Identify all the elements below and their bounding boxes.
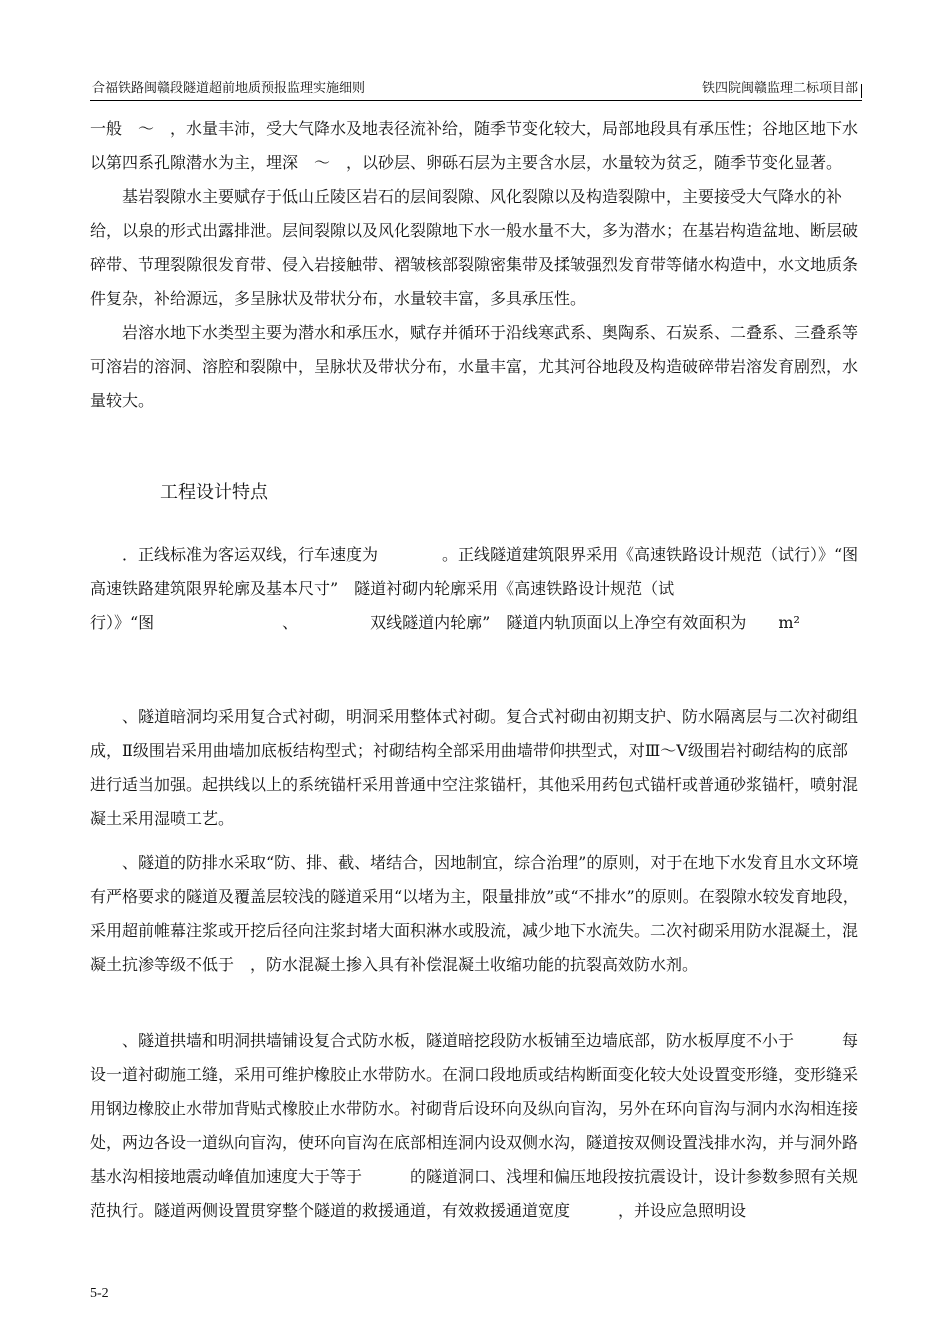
page-number: 5-2 [90,1286,109,1301]
design-item-1-text: ．正线标准为客运双线，行车速度为 。正线隧道建筑限界采用《高速铁路设计规范（试行）》“图 高速铁路建筑限界轮廓及基本尺寸” 隧道衬砌内轮廓采用《高速铁路设计规范（试行）》“图 、 双线隧道内轮廓” 隧道内轨顶面以上净空有效面积为 m² [90,545,923,632]
page-header [90,80,862,101]
header-document-title: 合福铁路闽赣段隧道超前地质预报监理实施细则 [92,81,366,96]
paragraph-karst-water: 岩溶水地下水类型主要为潜水和承压水，赋存并循环于沿线寒武系、奥陶系、石炭系、二叠系、三叠系等可溶岩的溶洞、溶腔和裂隙中，呈脉状及带状分布，水量丰富，尤其河谷地段及构造破碎带岩溶发育剧烈，水量较大。 [90,323,859,410]
paragraph-fissure-water: 基岩裂隙水主要赋存于低山丘陵区岩石的层间裂隙、风化裂隙以及构造裂隙中，主要接受大气降水的补给，以泉的形式出露排泄。层间裂隙以及风化裂隙地下水一般水量不大，多为潜水；在基岩构造盆地、断层破碎带、节理裂隙很发育带、侵入岩接触带、褶皱核部裂隙密集带及揉皱强烈发育带等储水构造中，水文地质条件复杂，补给源远，多呈脉状及带状分布，水量较丰富，多具承压性。 [90,187,859,308]
design-item-4 [90,1024,891,1228]
groundwater-section [90,112,862,418]
section-heading: 工程设计特点 [160,482,268,503]
design-item-3-text: 、隧道的防排水采取“防、排、截、堵结合，因地制宜，综合治理”的原则，对于在地下水发育且水文环境有严格要求的隧道及覆盖层较浅的隧道采用“以堵为主，限量排放”或“不排水”的原则。在裂隙水较发育地段，采用超前帷幕注浆或开挖后径向注浆封堵大面积淋水或股流，减少地下水流失。二次衬砌采用防水混凝土，混凝土抗渗等级不低于 ，防水混凝土掺入具有补偿混凝土收缩功能的抗裂高效防水剂。 [90,853,859,974]
design-item-4-text: 、隧道拱墙和明洞拱墙铺设复合式防水板，隧道暗挖段防水板铺至边墙底部，防水板厚度不小于 每 设一道衬砌施工缝，采用可维护橡胶止水带防水。在洞口段地质或结构断面变化较大处设置变形缝，变形缝采用钢边橡胶止水带加背贴式橡胶止水带防水。衬砌背后设环向及纵向盲沟，另外在环向盲沟与洞内水沟相连接处，两边各设一道纵向盲沟，使环向盲沟在底部相连洞内设双侧水沟，隧道按双侧设置浅排水沟，并与洞外路基水沟相接地震动峰值加速度大于等于 的隧道洞口、浅埋和偏压地段按抗震设计，设计参数参照有关规范执行。隧道两侧设置贯穿整个隧道的救援通道，有效救援通道宽度 ，并设应急照明设 [90,1031,891,1220]
header-organization: 铁四院闽赣监理二标项目部 [701,81,858,96]
design-item-3 [90,846,862,982]
design-item-1 [90,538,923,640]
paragraph-porewater: 一般 ～ ，水量丰沛，受大气降水及地表径流补给，随季节变化较大，局部地段具有承压性；谷地区地下水以第四系孔隙潜水为主，埋深 ～ ，以砂层、卵砾石层为主要含水层，水量较为贫乏，随季节变化显著。 [90,119,859,172]
design-item-2 [90,700,862,836]
design-item-2-text: 、隧道暗洞均采用复合式衬砌，明洞采用整体式衬砌。复合式衬砌由初期支护、防水隔离层与二次衬砌组成，Ⅱ级围岩采用曲墙加底板结构型式；衬砌结构全部采用曲墙带仰拱型式，对Ⅲ～Ⅴ级围岩衬砌结构的底部进行适当加强。起拱线以上的系统锚杆采用普通中空注浆锚杆，其他采用药包式锚杆或普通砂浆锚杆，喷射混凝土采用湿喷工艺。 [90,707,859,828]
header-corner-mark [861,84,862,98]
